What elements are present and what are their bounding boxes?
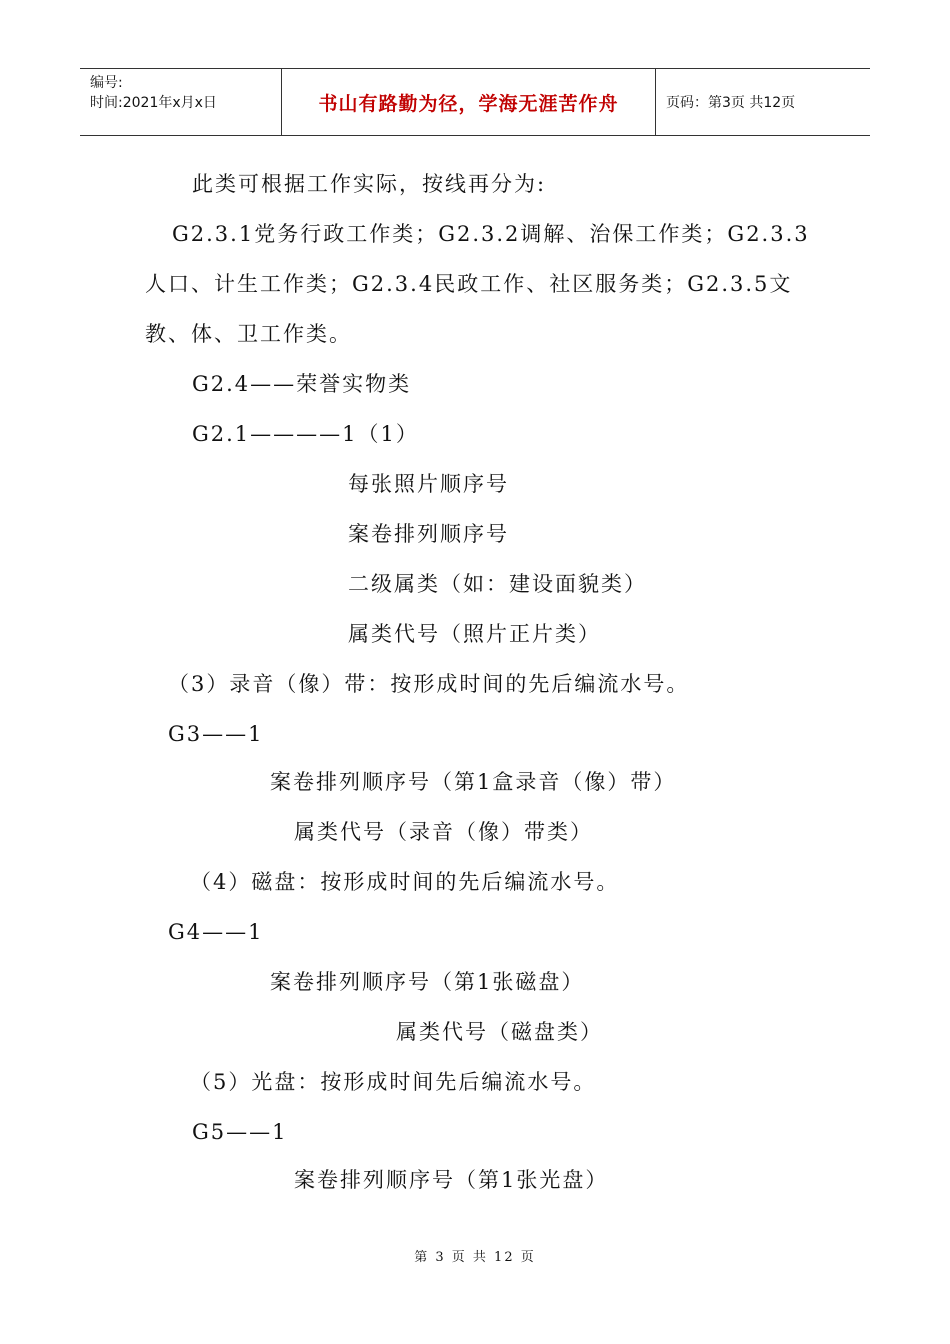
page-header [80,68,870,136]
page-footer: 第 3 页 共 12 页 [414,1250,536,1265]
header-motto: 书山有路勤为径，学海无涯苦作舟 [282,69,656,135]
body-line: 案卷排列顺序号 [348,522,509,546]
body-line: 案卷排列顺序号（第1张光盘） [294,1168,609,1192]
document-number-label: 编号: [90,75,123,91]
body-line: 每张照片顺序号 [348,472,509,496]
body-line: （4）磁盘：按形成时间的先后编流水号。 [190,870,620,894]
body-line: G4——1 [168,920,264,944]
body-line: G3——1 [168,722,264,746]
body-line: G2.4——荣誉实物类 [192,372,412,396]
body-line: G2.1————1（1） [192,422,419,446]
header-meta [80,69,282,135]
body-line: （3）录音（像）带：按形成时间的先后编流水号。 [168,672,690,696]
body-line: 属类代号（磁盘类） [396,1020,603,1044]
body-line: 此类可根据工作实际，按线再分为: [192,172,547,196]
body-line: 属类代号（照片正片类） [348,622,601,646]
body-line: 案卷排列顺序号（第1张磁盘） [270,970,585,994]
body-line: G2.3.1党务行政工作类；G2.3.2调解、治保工作类；G2.3.3 [172,222,810,246]
body-line: 案卷排列顺序号（第1盒录音（像）带） [270,770,677,794]
body-line: G5——1 [192,1120,288,1144]
body-line: 属类代号（录音（像）带类） [294,820,593,844]
body-line: 二级属类（如：建设面貌类） [348,572,647,596]
body-line: 人口、计生工作类；G2.3.4民政工作、社区服务类；G2.3.5文 [145,272,793,296]
header-page-info: 页码：第3页 共12页 [666,95,796,111]
document-time-label: 时间:2021年x月x日 [90,95,217,111]
body-line: （5）光盘：按形成时间先后编流水号。 [190,1070,597,1094]
body-line: 教、体、卫工作类。 [145,322,352,346]
